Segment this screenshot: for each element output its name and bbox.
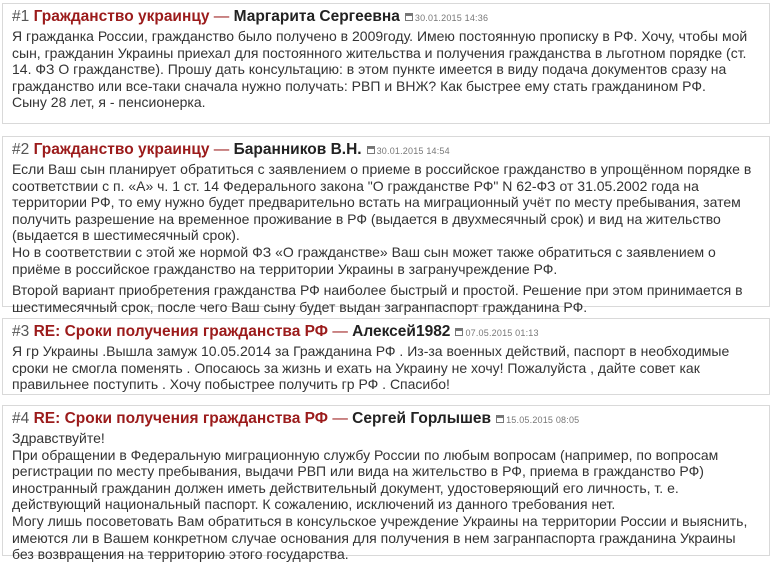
forum-post-2 (2, 136, 770, 315)
post-author: Сергей Горлышев (352, 410, 492, 427)
post-date: 30.01.2015 14:54 (376, 146, 450, 156)
post-header (12, 409, 761, 430)
post-header (12, 7, 761, 28)
post-body (12, 161, 761, 315)
calendar-icon (367, 146, 375, 154)
post-subject-link[interactable]: Гражданство украинцу (33, 141, 210, 158)
forum-post-4 (2, 405, 770, 563)
post-paragraph: Я гражданка России, гражданство было получено в 2009году. Имею постоянную прописку в РФ. Хочу, чтобы мой сын, гражданин Украины приехал для постоянного жительства и получения гражданства в льготном порядке (ст. 14. ФЗ О гражданстве). Прошу дать консультацию: в этом пункте имеется в виду подача документов сразу на гражданство или все-таки сначала нужно получать: РВП и ВНЖ? Как быстрее ему стать гражданином РФ. (12, 28, 748, 94)
post-body (12, 430, 761, 563)
separator: — (332, 410, 348, 427)
post-paragraph: Если Ваш сын планирует обратиться с заявлением о приеме в российское гражданство в упрощённом порядке в соответствии с п. «А» ч. 1 ст. 14 Федерального закона "О гражданстве РФ" N 62-ФЗ от 31.05.2002 года на территории РФ, то ему нужно будет предварительно встать на миграционный учёт по месту пребывания, затем получить разрешение на временное проживание в РФ (выдается в двухмесячный срок) и вид на жительство (выдается в шестимесячный срок). (12, 161, 752, 244)
post-paragraph: Но в соответствии с этой же нормой ФЗ «О гражданстве» Ваш сын может также обратиться с заявлением о приёме в российское гражданство на территории Украины в загранучреждение РФ. (12, 243, 716, 277)
post-body (12, 343, 761, 393)
post-author: Баранников В.Н. (233, 141, 362, 158)
post-number: #1 (12, 8, 30, 25)
post-date: 15.05.2015 08:05 (506, 415, 580, 425)
post-header (12, 140, 761, 161)
separator: — (213, 8, 230, 25)
forum-post-1 (2, 3, 770, 124)
post-body (12, 28, 761, 111)
post-author: Маргарита Сергеевна (233, 8, 400, 25)
calendar-icon (405, 13, 413, 21)
post-paragraph: Здравствуйте! (12, 430, 105, 446)
separator: — (213, 141, 230, 158)
post-header (12, 322, 761, 343)
post-subject-link[interactable]: Гражданство украинцу (33, 8, 210, 25)
post-number: #3 (12, 323, 30, 340)
separator: — (332, 323, 348, 340)
post-paragraph: При обращении в Федеральную миграционную службу России по любым вопросам (например, по вопросам регистрации по месту пребывания, выдачи РВП или вида на жительство в РФ, приема в гражданство РФ) иностранный гражданин должен иметь действительный документ, удостоверяющий его личность, т. е. действующий национальный паспорт. К сожалению, исключений из данного требования нет. (12, 446, 719, 513)
post-date: 07.05.2015 01:13 (465, 328, 539, 338)
post-subject-link[interactable]: RE: Сроки получения гражданства РФ (33, 410, 329, 427)
post-paragraph: Я гр Украины .Вышла замуж 10.05.2014 за Гражданина РФ . Из-за военных действий, паспорт в необходимые сроки не смогла поменять . Опосаюсь за жизнь и ехать на Украину не хочу! Пожалуйста , дайте совет как правильнее поступить . Хочу побыстрее получить гр РФ . Спасибо! (12, 343, 730, 393)
calendar-icon (455, 328, 463, 336)
post-subject-link[interactable]: RE: Сроки получения гражданства РФ (33, 323, 329, 340)
post-date: 30.01.2015 14:36 (414, 13, 489, 23)
post-paragraph: Могу лишь посоветовать Вам обратиться в консульское учреждение Украины на территории России и выяснить, имеются ли в Вашем конкретном случае основания для получения в нем загранпаспорта гражданина Украины без возвращения на территорию этого государства. (12, 512, 748, 563)
post-number: #2 (12, 141, 30, 158)
calendar-icon (496, 415, 504, 423)
post-paragraph: Сыну 28 лет, я - пенсионерка. (12, 94, 206, 111)
post-author: Алексей1982 (352, 323, 451, 340)
post-number: #4 (12, 410, 30, 427)
forum-post-3 (2, 318, 770, 395)
post-paragraph: Второй вариант приобретения гражданства РФ наиболее быстрый и простой. Решение при этом принимается в шестимесячный срок, после чего Ваш сыну будет выдан загранпаспорт гражданина РФ. (12, 282, 743, 315)
